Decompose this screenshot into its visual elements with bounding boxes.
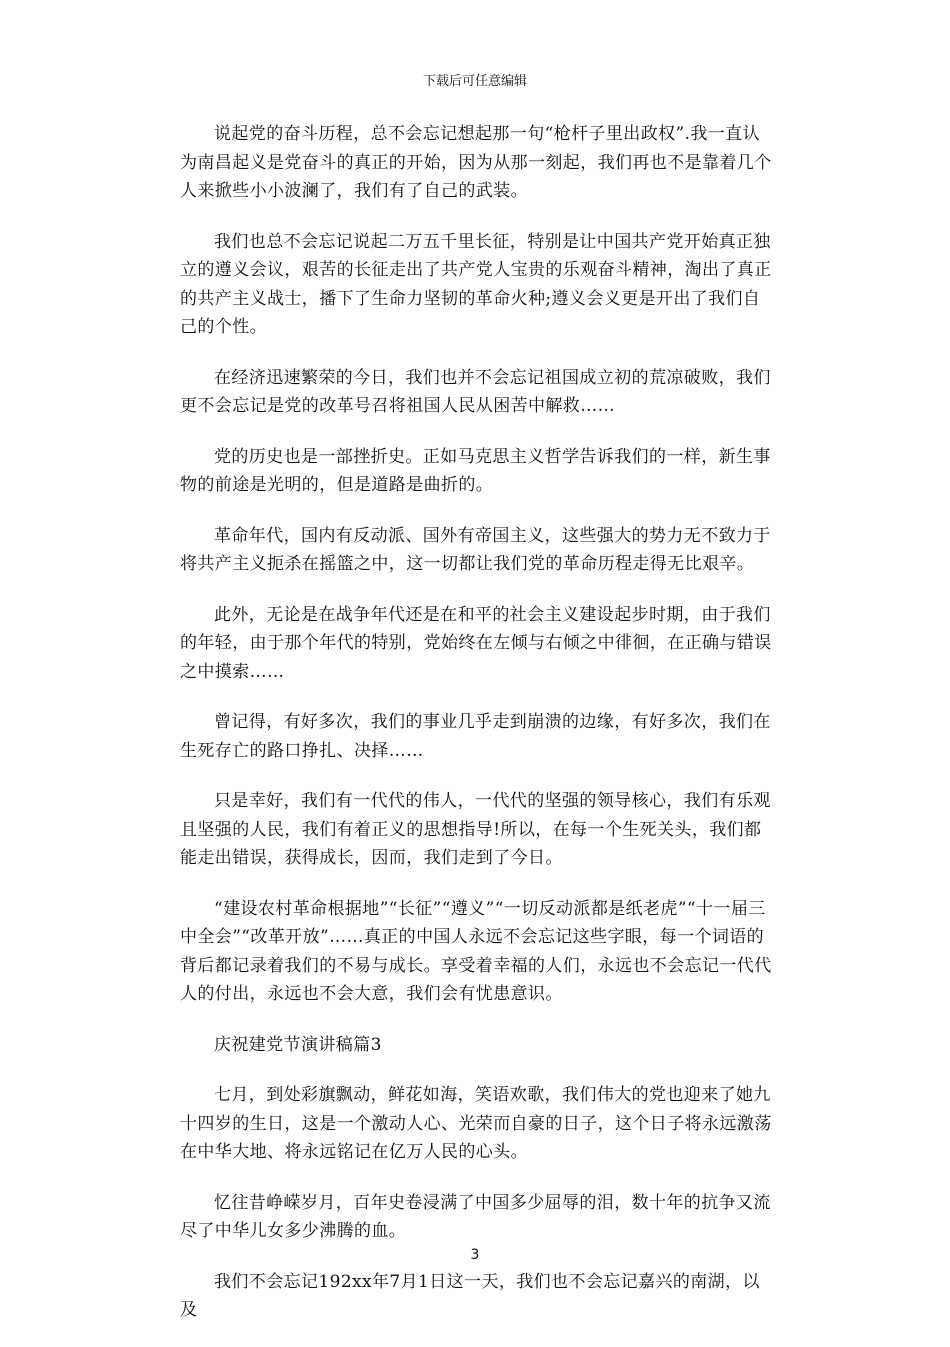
paragraph: 党的历史也是一部挫折史。正如马克思主义哲学告诉我们的一样，新生事物的前途是光明的，但是道路是曲折的。 <box>180 446 771 495</box>
section-heading: 庆祝建党节演讲稿篇3 <box>214 1034 382 1055</box>
page-header: 下载后可任意编辑 <box>422 74 527 89</box>
paragraph: 此外，无论是在战争年代还是在和平的社会主义建设起步时期，由于我们的年轻，由于那个年代的特别，党始终在左倾与右倾之中徘徊，在正确与错误之中摸索…… <box>180 604 772 682</box>
paragraph: 我们不会忘记192xx年7月1日这一天，我们也不会忘记嘉兴的南湖，以及 <box>180 1271 760 1320</box>
page-number: 3 <box>470 1247 480 1263</box>
paragraph: 革命年代，国内有反动派、国外有帝国主义，这些强大的势力无不致力于将共产主义扼杀在摇篮之中，这一切都让我们党的革命历程走得无比艰辛。 <box>180 525 771 574</box>
paragraph: 我们也总不会忘记说起二万五千里长征，特别是让中国共产党开始真正独立的遵义会议，艰苦的长征走出了共产党人宝贵的乐观奋斗精神，淘出了真正的共产主义战士，播下了生命力坚韧的革命火种;遵义会义更是开出了我们自己的个性。 <box>180 231 772 337</box>
paragraph: 只是幸好，我们有一代代的伟人，一代代的坚强的领导核心，我们有乐观且坚强的人民，我们有着正义的思想指导!所以，在每一个生死关头，我们都能走出错误，获得成长，因而，我们走到了今日。 <box>180 791 771 868</box>
paragraph: 曾记得，有好多次，我们的事业几乎走到崩溃的边缘，有好多次，我们在生死存亡的路口挣扎、决择…… <box>180 712 771 761</box>
paragraph: “建设农村革命根据地”“长征”“遵义”“一切反动派都是纸老虎”“十一届三中全会”“改革开放”……真正的中国人永远不会忘记这些字眼，每一个词语的背后都记录着我们的不易与成长。享受着幸福的人们，永远也不会忘记一代代人的付出，永远也不会大意，我们会有忧患意识。 <box>180 898 772 1004</box>
paragraph: 七月，到处彩旗飘动，鲜花如海，笑语欢歌，我们伟大的党也迎来了她九十四岁的生日，这是一个激动人心、光荣而自豪的日子，这个日子将永远激荡在中华大地、将永远铭记在亿万人民的心头。 <box>180 1085 772 1162</box>
paragraph: 忆往昔峥嵘岁月，百年史卷浸满了中国多少屈辱的泪，数十年的抗争又流尽了中华儿女多少沸腾的血。 <box>180 1192 771 1241</box>
paragraph: 说起党的奋斗历程，总不会忘记想起那一句“枪杆子里出政权”.我一直认为南昌起义是党奋斗的真正的开始，因为从那一刻起，我们再也不是靠着几个人来掀些小小波澜了，我们有了自己的武装。 <box>180 124 772 201</box>
paragraph: 在经济迅速繁荣的今日，我们也并不会忘记祖国成立初的荒凉破败，我们更不会忘记是党的改革号召将祖国人民从困苦中解救…… <box>180 367 771 416</box>
document-body <box>180 120 772 1347</box>
